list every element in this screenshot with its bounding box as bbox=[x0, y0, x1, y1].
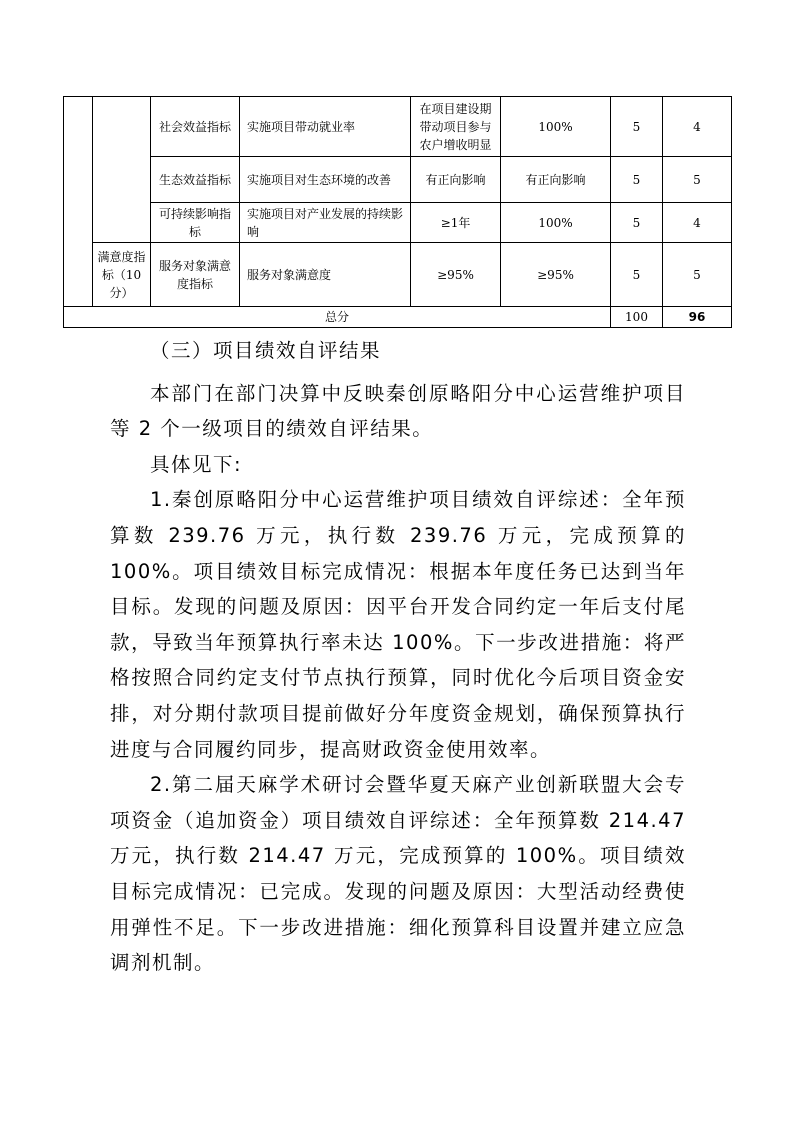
self-score: 4 bbox=[663, 203, 732, 243]
total-full-score: 100 bbox=[611, 307, 663, 328]
indicator-name: 服务对象满意度 bbox=[240, 243, 411, 307]
self-score: 5 bbox=[663, 157, 732, 203]
performance-indicator-table bbox=[63, 96, 732, 328]
total-row bbox=[64, 307, 732, 328]
intro-paragraph: 本部门在部门决算中反映秦创原略阳分中心运营维护项目等 2 个一级项目的绩效自评结果。 bbox=[110, 381, 686, 441]
table-row bbox=[64, 243, 732, 307]
indicator-category: 服务对象满意度指标 bbox=[151, 243, 240, 307]
table-row bbox=[64, 157, 732, 203]
table-row bbox=[64, 97, 732, 157]
detail-line: 具体见下: bbox=[150, 452, 243, 476]
section-body bbox=[110, 333, 686, 981]
indicator-category: 可持续影响指标 bbox=[151, 203, 240, 243]
indicator-category: 社会效益指标 bbox=[151, 97, 240, 157]
actual-value: 100% bbox=[501, 203, 611, 243]
project-1-paragraph: 1.秦创原略阳分中心运营维护项目绩效自评综述：全年预算数 239.76 万元，执行数 239.76 万元，完成预算的 100%。项目绩效目标完成情况：根据本年度任务已达到当年目标。发现的问题及原因：因平台开发合同约定一年后支付尾款，导致当年预算执行率未达 100%。下一步改进措施：将严格按照合同约定支付节点执行预算，同时优化今后项目资金安排，对分期付款项目提前做好分年度资金规划，确保预算执行进度与合同履约同步，提高财政资金使用效率。 bbox=[110, 488, 686, 761]
indicator-group: 满意度指标（10分） bbox=[93, 243, 151, 307]
indicator-name: 实施项目对生态环境的改善 bbox=[240, 157, 411, 203]
actual-value: 100% bbox=[501, 97, 611, 157]
target-value: 有正向影响 bbox=[411, 157, 501, 203]
actual-value: ≥95% bbox=[501, 243, 611, 307]
total-self-score: 96 bbox=[663, 307, 732, 328]
weight-score: 5 bbox=[611, 157, 663, 203]
project-2-paragraph: 2.第二届天麻学术研讨会暨华夏天麻产业创新联盟大会专项资金（追加资金）项目绩效自评综述：全年预算数 214.47 万元，执行数 214.47 万元，完成预算的 100%。项目绩效目标完成情况：已完成。发现的问题及原因：大型活动经费使用弹性不足。下一步改进措施：细化预算科目设置并建立应急调剂机制。 bbox=[110, 773, 686, 975]
weight-score: 5 bbox=[611, 97, 663, 157]
actual-value: 有正向影响 bbox=[501, 157, 611, 203]
weight-score: 5 bbox=[611, 243, 663, 307]
table-row bbox=[64, 203, 732, 243]
target-value: ≥95% bbox=[411, 243, 501, 307]
section-heading: （三）项目绩效自评结果 bbox=[150, 339, 382, 362]
target-value: 在项目建设期带动项目参与农户增收明显 bbox=[411, 97, 501, 157]
total-label: 总分 bbox=[64, 307, 611, 328]
target-value: ≥1年 bbox=[411, 203, 501, 243]
self-score: 5 bbox=[663, 243, 732, 307]
merged-cell-empty bbox=[64, 97, 93, 307]
indicator-name: 实施项目带动就业率 bbox=[240, 97, 411, 157]
indicator-name: 实施项目对产业发展的持续影响 bbox=[240, 203, 411, 243]
self-score: 4 bbox=[663, 97, 732, 157]
merged-cell-empty bbox=[93, 97, 151, 243]
indicator-category: 生态效益指标 bbox=[151, 157, 240, 203]
weight-score: 5 bbox=[611, 203, 663, 243]
